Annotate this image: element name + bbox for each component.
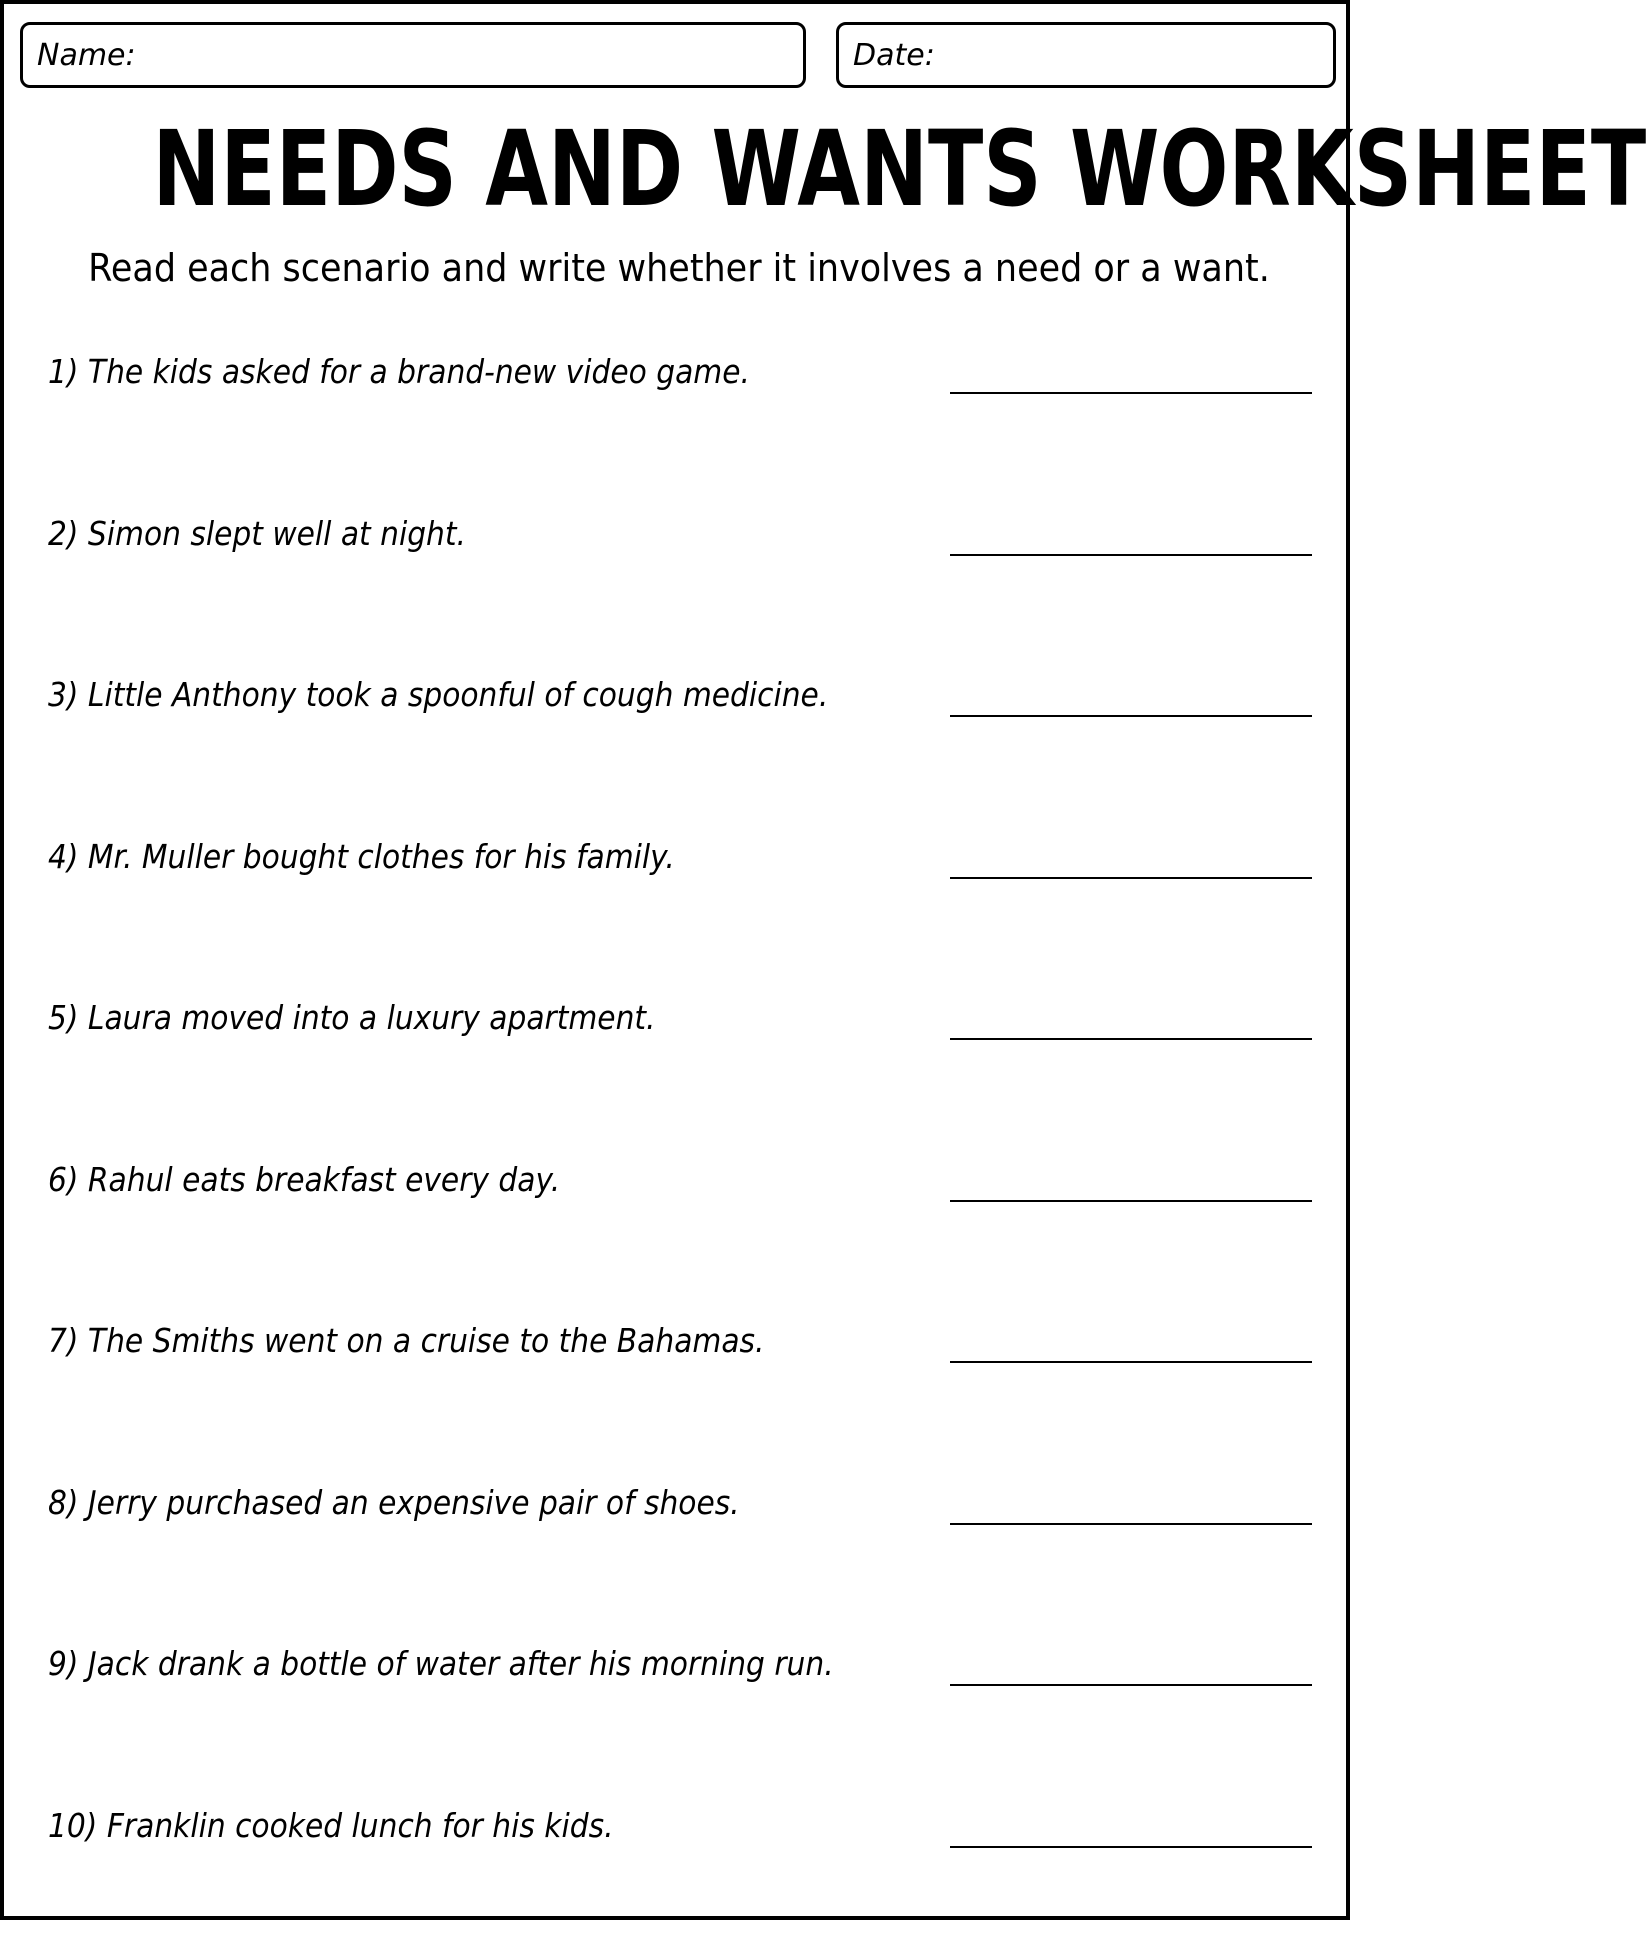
answer-line[interactable] (950, 1200, 1312, 1202)
question-text: 9) Jack drank a bottle of water after his morning run. (48, 1638, 834, 1690)
question-item (4, 1303, 1354, 1465)
question-text: 7) The Smiths went on a cruise to the Bahamas. (48, 1315, 764, 1367)
date-label: Date: (853, 38, 935, 73)
question-text: 1) The kids asked for a brand-new video game. (48, 346, 750, 398)
question-text: 2) Simon slept well at night. (48, 508, 466, 560)
answer-line[interactable] (950, 392, 1312, 394)
question-list (4, 334, 1354, 1949)
instructions: Read each scenario and write whether it involves a need or a want. (58, 240, 1300, 296)
question-item (4, 657, 1354, 819)
answer-line[interactable] (950, 1361, 1312, 1363)
answer-line[interactable] (950, 1038, 1312, 1040)
name-field[interactable] (20, 22, 806, 88)
question-text: 10) Franklin cooked lunch for his kids. (48, 1800, 614, 1852)
answer-line[interactable] (950, 877, 1312, 879)
question-text: 3) Little Anthony took a spoonful of cough medicine. (48, 669, 828, 721)
question-item (4, 980, 1354, 1142)
question-item (4, 334, 1354, 496)
answer-line[interactable] (950, 1684, 1312, 1686)
name-label: Name: (37, 38, 136, 73)
answer-line[interactable] (950, 1523, 1312, 1525)
question-item (4, 1142, 1354, 1304)
question-text: 6) Rahul eats breakfast every day. (48, 1154, 560, 1206)
answer-line[interactable] (950, 715, 1312, 717)
question-item (4, 496, 1354, 658)
question-text: 4) Mr. Muller bought clothes for his family. (48, 831, 675, 883)
question-text: 8) Jerry purchased an expensive pair of shoes. (48, 1477, 740, 1529)
question-item (4, 1788, 1354, 1949)
page-title: NEEDS AND WANTS WORKSHEET (153, 104, 1206, 234)
question-text: 5) Laura moved into a luxury apartment. (48, 992, 656, 1044)
question-item (4, 1465, 1354, 1627)
question-item (4, 819, 1354, 981)
date-field[interactable] (836, 22, 1336, 88)
answer-line[interactable] (950, 554, 1312, 556)
question-item (4, 1626, 1354, 1788)
answer-line[interactable] (950, 1846, 1312, 1848)
